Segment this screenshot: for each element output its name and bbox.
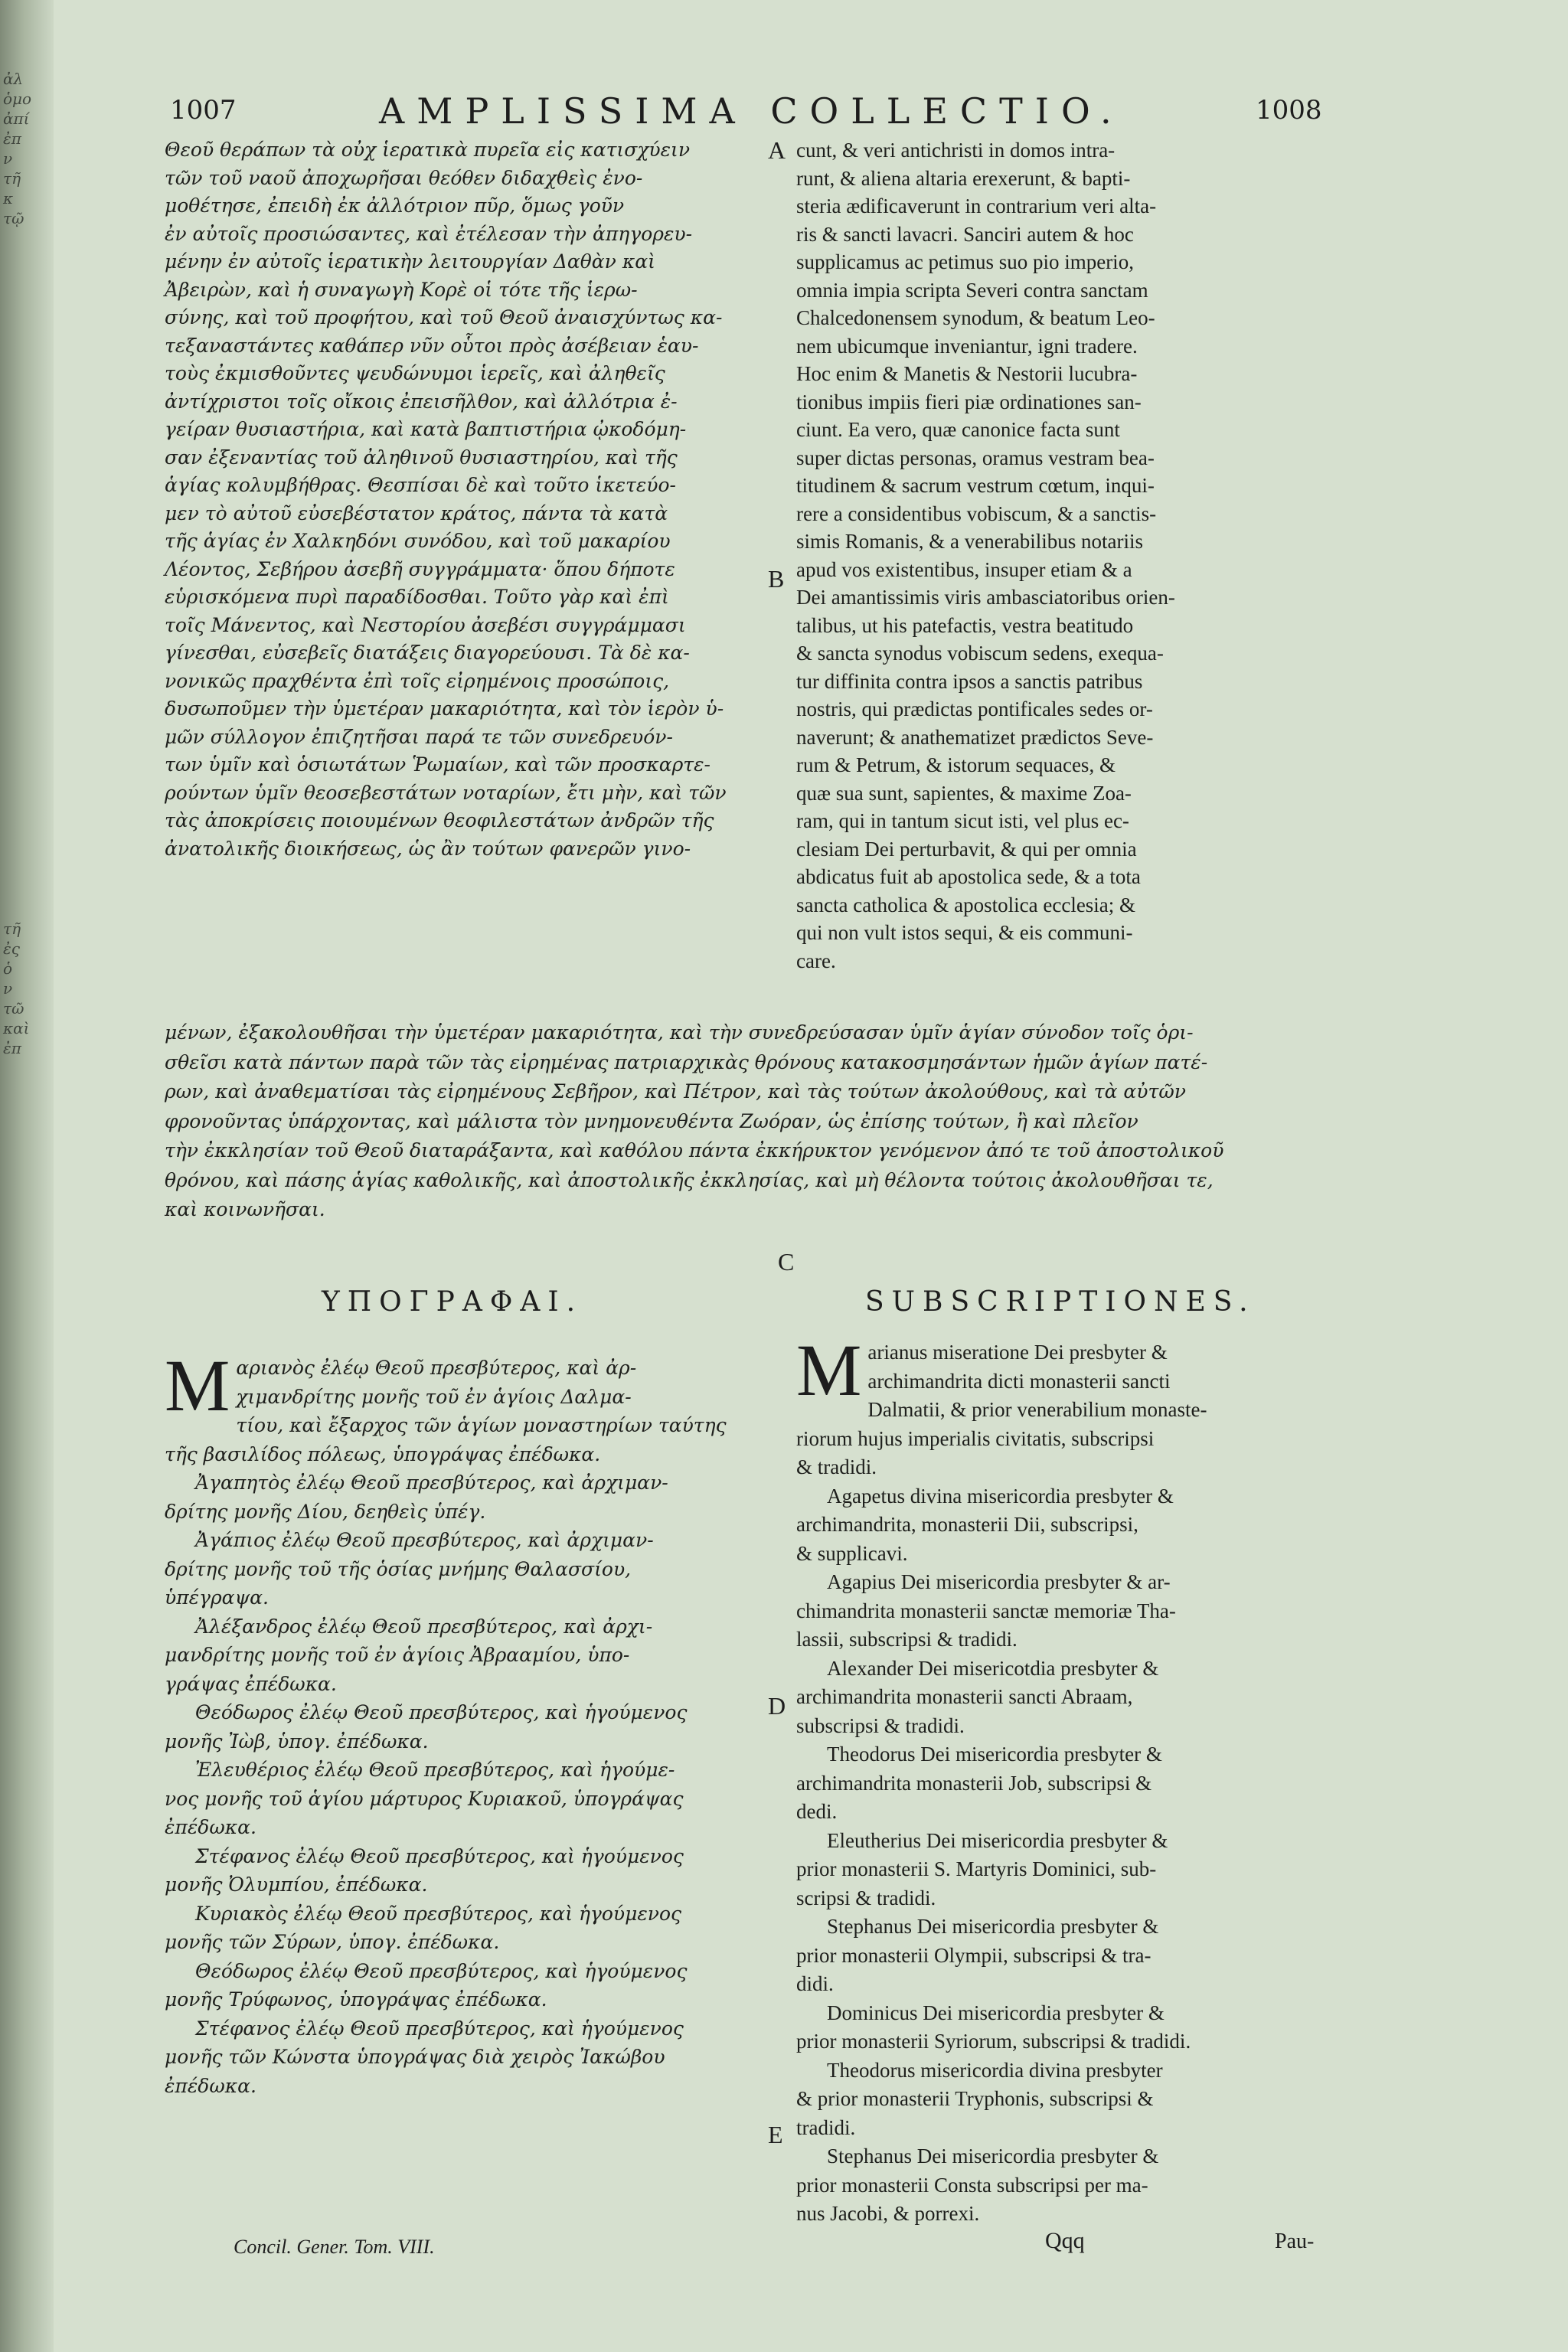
subscription-line: ὑπέγραψα. [165,1586,269,1609]
greek-text-line: Λέοντος, Σεβήρου ἀσεβῆ συγγράμματα· ὅπου δήποτε [165,557,675,580]
margin-letter-c: C [778,1248,795,1276]
subscription-line: & supplicavi. [796,1541,908,1565]
greek-text-line: μένων, ἐξακολουθῆσαι τὴν ὑμετέραν μακαριότητα, καὶ τὴν συνεδρεύσασαν ὑμῖν ἁγίαν σύνοδον τοῖς ὁρι- [165,1021,1194,1044]
subscription-line: μονῆς τῶν Σύρων, ὑπογ. ἐπέδωκα. [165,1931,500,1953]
latin-subscription-entry [796,1740,1340,1827]
latin-subscriptions-list [796,1329,1340,2229]
greek-subscription-entry [165,1900,777,1957]
subscription-line: Θεόδωρος ἐλέῳ Θεοῦ πρεσβύτερος, καὶ ἡγούμενος [195,1701,688,1723]
subscription-line: τῆς βασιλίδος πόλεως, ὑπογράψας ἐπέδωκα. [165,1442,601,1465]
greek-subscription-entry [165,1756,777,1842]
subscription-line: Στέφανος ἐλέῳ Θεοῦ πρεσβύτερος, καὶ ἡγούμενος [195,2017,684,2040]
latin-text-line: talibus, ut his patefactis, vestra beatitudo [796,613,1134,637]
subscription-line: νος μονῆς τοῦ ἁγίου μάρτυρος Κυριακοῦ, ὑπογράψας [165,1787,684,1810]
greek-text-line: σύνης, καὶ τοῦ προφήτου, καὶ τοῦ Θεοῦ ἀναισχύντως κα- [165,306,723,328]
facing-page-fragment: ἀλ ὁμο ἀπί ἐπ ν τῆ κ τῷ [3,70,32,227]
greek-text-line: γίνεσθαι, εὐσεβεῖς διατάξεις διαγορεύουσι. Τὰ δὲ κα- [165,642,690,664]
subscription-line: μονῆς Ἰὼβ, ὑπογ. ἐπέδωκα. [165,1730,429,1753]
subscription-line: Ἀγαπητὸς ἐλέῳ Θεοῦ πρεσβύτερος, καὶ ἀρχιμαν- [195,1472,668,1494]
latin-subscription-entry [796,1482,1340,1569]
subscription-line: didi. [796,1972,834,1995]
latin-text-column [796,136,1317,975]
subscription-line: χιμανδρίτης μονῆς τοῦ ἐν ἁγίοις Δαλμα- [236,1385,632,1408]
subscription-line: arianus miseratione Dei presbyter & [867,1341,1168,1364]
latin-text-line: cunt, & veri antichristi in domos intra- [796,139,1116,162]
latin-text-line: naverunt; & anathematizet prædictos Seve- [796,725,1154,749]
latin-drop-cap: M [796,1329,862,1411]
latin-text-line: care. [796,949,836,972]
greek-subscription-entry [165,1698,777,1756]
latin-text-line: rere a considentibus vobiscum, & a sanctis- [796,501,1157,525]
subscription-line: lassii, subscripsi & tradidi. [796,1628,1018,1651]
greek-subscription-entry [165,2014,777,2101]
latin-subscription-entry [796,2056,1340,2143]
greek-text-line: μένην ἐν αὐτοῖς ἱερατικὴν λειτουργίαν Δαθὰν καὶ [165,250,655,273]
latin-subscription-entry [796,1655,1340,1741]
subscription-line: subscripsi & tradidi. [796,1713,965,1737]
subscription-line: Ἐλευθέριος ἐλέῳ Θεοῦ πρεσβύτερος, καὶ ἡγούμε- [195,1759,675,1781]
greek-text-line: τὰς ἀποκρίσεις ποιουμένων θεοφιλεστάτων ἀνδρῶν τῆς [165,809,714,831]
subscription-line: μονῆς Ὀλυμπίου, ἐπέδωκα. [165,1873,428,1896]
subscription-line: ἐπέδωκα. [165,1816,256,1838]
subscription-line: ἐπέδωκα. [165,2074,256,2097]
running-head: AMPLISSIMA COLLECTIO. [379,90,1124,132]
subscription-line: Στέφανος ἐλέῳ Θεοῦ πρεσβύτερος, καὶ ἡγούμενος [195,1844,684,1867]
subscription-line: μανδρίτης μονῆς τοῦ ἐν ἁγίοις Ἀβρααμίου, ὑπο- [165,1644,630,1666]
greek-text-column [165,136,769,863]
latin-text-line: sancta catholica & apostolica ecclesia; & [796,893,1136,916]
margin-letter-e: E [768,2121,783,2148]
folio-right: 1008 [1256,95,1322,126]
subscription-line: μονῆς Τρύφωνος, ὑπογράψας ἐπέδωκα. [165,1988,547,2011]
subscription-line: Theodorus misericordia divina presbyter [827,2058,1163,2082]
subscription-line: archimandrita monasterii sancti Abraam, [796,1685,1133,1708]
latin-text-line: nostris, qui prædictas pontificales sedes or- [796,697,1153,720]
greek-text-line: καὶ κοινωνῆσαι. [165,1198,325,1220]
subscription-line: prior monasterii Syriorum, subscripsi & tradidi. [796,2030,1191,2053]
greek-text-line: δυσωποῦμεν τὴν ὑμετέραν μακαριότητα, καὶ τὸν ἱερὸν ὑ- [165,697,724,720]
catchword: Pau- [1275,2230,1315,2253]
greek-text-line: των ὑμῖν καὶ ὁσιωτάτων Ῥωμαίων, καὶ τῶν προσκαρτε- [165,753,711,776]
latin-text-line: Dei amantissimis viris ambasciatoribus orien- [796,586,1175,609]
greek-text-line: τοῖς Μάνεντος, καὶ Νεστορίου ἀσεβέσι συγγράμμασι [165,613,686,636]
subscription-line: γράψας ἐπέδωκα. [165,1672,337,1695]
subscription-line: dedi. [796,1800,838,1823]
greek-text-line: σθεῖσι κατὰ πάντων παρὰ τῶν τὰς εἰρημένας πατριαρχικὰς θρόνους κατακοσμησάντων ἡμῶν ἁγίων πατέ- [165,1050,1208,1073]
latin-subscription-entry [796,1827,1340,1913]
greek-subscriptions-list [165,1344,777,2100]
subscription-line: Alexander Dei misericotdia presbyter & [827,1656,1159,1680]
subscription-line: scripsi & tradidi. [796,1886,936,1909]
margin-letter-b: B [768,565,785,593]
greek-text-line: τεξαναστάντες καθάπερ νῦν οὗτοι πρὸς ἀσέβειαν ἑαυ- [165,334,699,357]
subscription-line: Theodorus Dei misericordia presbyter & [827,1743,1162,1766]
greek-text-line: Ἀβειρὼν, καὶ ἡ συναγωγὴ Κορὲ οἱ τότε τῆς ἱερω- [165,278,638,301]
greek-text-line: Θεοῦ θεράπων τὰ οὐχ ἱερατικὰ πυρεῖα εἰς κατισχύειν [165,139,691,161]
subscription-line: δρίτης μονῆς τοῦ τῆς ὁσίας μνήμης Θαλασσίου, [165,1557,632,1580]
latin-text-line: quæ sua sunt, sapientes, & maxime Zoa- [796,781,1132,805]
latin-text-line: Chalcedonensem synodum, & beatum Leo- [796,306,1155,329]
subscription-line: Θεόδωρος ἐλέῳ Θεοῦ πρεσβύτερος, καὶ ἡγούμενος [195,1959,688,1982]
latin-text-line: runt, & aliena altaria erexerunt, & bapti- [796,166,1131,190]
latin-subscription-entry [796,2142,1340,2229]
subscription-line: Ἀλέξανδρος ἐλέῳ Θεοῦ πρεσβύτερος, καὶ ἀρχι- [195,1615,653,1638]
greek-text-line: μοθέτησε, ἐπειδὴ ἐκ ἀλλότριον πῦρ, ὅμως γοῦν [165,194,625,217]
subscription-line: archimandrita, monasterii Dii, subscripsi, [796,1513,1138,1536]
footer-volume-reference: Concil. Gener. Tom. VIII. [234,2236,435,2258]
latin-subscription-entry [796,1999,1340,2056]
subscription-line: & tradidi. [796,1455,877,1478]
subscription-line: archimandrita monasterii Job, subscripsi & [796,1771,1152,1795]
greek-text-line: γείραν θυσιαστήρια, καὶ κατὰ βαπτιστήρια ᾠκοδόμη- [165,418,687,440]
margin-letter-a: A [768,136,786,164]
greek-text-line: τὴν ἐκκλησίαν τοῦ Θεοῦ διαταράξαντα, καὶ καθόλου πάντα ἐκκήρυκτον γενόμενον ἀπό τε τοῦ ἀποστολικοῦ [165,1139,1224,1161]
subscription-line: Agapius Dei misericordia presbyter & ar- [827,1570,1171,1593]
facing-page-fragment: τῆ ἐς ὁ ν τῶ καὶ ἐπ [3,920,30,1057]
latin-text-line: nem ubicumque inveniantur, igni tradere. [796,334,1138,358]
greek-text-line: ἁγίας κολυμβήθρας. Θεσπίσαι δὲ καὶ τοῦτο ἱκετεύο- [165,474,676,496]
greek-subscription-entry [165,1344,777,1468]
latin-text-line: ram, qui in tantum sicut isti, vel plus ec- [796,809,1129,832]
subscription-line: δρίτης μονῆς Δίου, δεηθεὶς ὑπέγ. [165,1500,486,1523]
subscription-line: Κυριακὸς ἐλέῳ Θεοῦ πρεσβύτερος, καὶ ἡγούμενος [195,1902,682,1925]
greek-text-line: τῶν τοῦ ναοῦ ἀποχωρῆσαι θεόθεν διδαχθεὶς ἐνο- [165,166,643,189]
subscription-line: tradidi. [796,2115,856,2139]
latin-text-line: qui non vult istos sequi, & eis communi- [796,921,1133,944]
latin-subscription-entry [796,1913,1340,1999]
subscription-line: τίου, καὶ ἔξαρχος τῶν ἁγίων μοναστηρίων ταύτης [236,1414,727,1436]
subscription-line: prior monasterii S. Martyris Dominici, sub- [796,1857,1157,1880]
subscription-line: Dominicus Dei misericordia presbyter & [827,2001,1165,2024]
greek-text-line: σαν ἐξεναντίας τοῦ ἀληθινοῦ θυσιαστηρίου, καὶ τῆς [165,446,678,469]
subscription-line: Dalmatii, & prior venerabilium monaste- [867,1398,1207,1421]
subscription-line: Ἀγάπιος ἐλέῳ Θεοῦ πρεσβύτερος, καὶ ἀρχιμαν- [195,1529,654,1551]
latin-text-line: & sancta synodus vobiscum sedens, exequa- [796,642,1164,665]
margin-letter-d: D [768,1692,786,1720]
latin-text-line: clesiam Dei perturbavit, & qui per omnia [796,837,1137,861]
subscription-line: & prior monasterii Tryphonis, subscripsi & [796,2087,1154,2110]
greek-text-line: τοὺς ἐκμισθοῦντες ψευδώνυμοι ἱερεῖς, καὶ ἀληθεῖς [165,362,665,384]
latin-text-line: ciunt. Ea vero, quæ canonice facta sunt [796,418,1120,441]
greek-text-line: μεν τὸ αὐτοῦ εὐσεβέστατον κράτος, πάντα τὰ κατὰ [165,501,668,524]
subscription-line: riorum hujus imperialis civitatis, subscripsi [796,1426,1155,1450]
greek-subscription-entry [165,1526,777,1612]
subscription-line: nus Jacobi, & porrexi. [796,2202,980,2225]
latin-subscriptions-heading: SUBSCRIPTIONES. [865,1286,1256,1318]
greek-subscriptions-heading: ΥΠΟΓΡΑΦΑΙ. [322,1286,583,1318]
greek-subscription-entry [165,1612,777,1699]
latin-text-line: apud vos existentibus, insuper etiam & a [796,557,1132,581]
latin-text-line: supplicamus ac petimus suo pio imperio, [796,250,1134,273]
subscription-line: μονῆς τῶν Κώνστα ὑπογράψας διὰ χειρὸς Ἰακώβου [165,2046,665,2068]
greek-text-line: ἐν αὐτοῖς προσιώσαντες, καὶ ἐτέλεσαν τὴν ἀπηγορευ- [165,222,693,245]
subscription-line: Stephanus Dei misericordia presbyter & [827,2145,1159,2167]
latin-text-line: titudinem & sacrum vestrum cœtum, inqui- [796,474,1155,497]
greek-drop-cap: Μ [165,1344,230,1426]
greek-text-line: ρούντων ὑμῖν θεοσεβεστάτων νοταρίων, ἔτι μὴν, καὶ τῶν [165,781,727,804]
subscription-line: Eleutherius Dei misericordia presbyter & [827,1828,1168,1852]
latin-text-line: simis Romanis, & a venerabilibus notariis [796,530,1143,553]
greek-full-width-text [165,1018,1336,1225]
subscription-line: chimandrita monasterii sanctæ memoriæ Tha- [796,1599,1176,1622]
latin-text-line: tionibus impiis fieri piæ ordinationes san- [796,390,1142,413]
latin-text-line: rum & Petrum, & istorum sequaces, & [796,753,1116,776]
subscription-line: Agapetus divina misericordia presbyter & [827,1484,1174,1508]
greek-text-line: φρονοῦντας ὑπάρχοντας, καὶ μάλιστα τὸν μνημονευθέντα Ζωόραν, ὡς ἐπίσης τούτων, ἢ καὶ πλεῖον [165,1109,1138,1132]
greek-subscription-entry [165,1468,777,1526]
subscription-line: Stephanus Dei misericordia presbyter & [827,1915,1159,1938]
gutter-shadow [0,0,54,2352]
greek-text-line: θρόνου, καὶ πάσης ἁγίας καθολικῆς, καὶ ἀποστολικῆς ἐκκλησίας, καὶ μὴ θέλοντα τούτοις ἀκολουθῆσαι τε, [165,1168,1214,1191]
subscription-line: prior monasterii Olympii, subscripsi & tra- [796,1943,1152,1967]
greek-text-line: ἀνατολικῆς διοικήσεως, ὡς ἂν τούτων φανερῶν γινο- [165,837,691,860]
greek-text-line: ἀντίχριστοι τοῖς οἴκοις ἐπεισῆλθον, καὶ ἀλλότρια ἐ- [165,390,678,413]
latin-text-line: omnia impia scripta Severi contra sanctam [796,278,1148,302]
latin-text-line: ris & sancti lavacri. Sanciri autem & hoc [796,222,1134,246]
greek-subscription-entry [165,1842,777,1900]
subscription-line: αριανὸς ἐλέῳ Θεοῦ πρεσβύτερος, καὶ ἀρ- [236,1357,637,1379]
greek-text-line: εὑρισκόμενα πυρὶ παραδίδοσθαι. Τοῦτο γὰρ καὶ ἐπὶ [165,586,669,608]
folio-left: 1007 [170,95,237,126]
greek-subscription-entry [165,1957,777,2014]
latin-text-line: abdicatus fuit ab apostolica sede, & a tota [796,865,1141,888]
latin-text-line: tur diffinita contra ipsos a sanctis patribus [796,669,1143,693]
latin-subscription-entry [796,1568,1340,1655]
subscription-line: archimandrita dicti monasterii sancti [867,1369,1171,1393]
latin-text-line: steria ædificaverunt in contrarium veri alta- [796,194,1157,217]
latin-text-line: Hoc enim & Manetis & Nestorii lucubra- [796,362,1138,385]
greek-text-line: μῶν σύλλογον ἐπιζητῆσαι παρά τε τῶν συνεδρευόν- [165,725,673,748]
signature-mark: Qqq [1045,2228,1085,2253]
latin-text-line: super dictas personas, oramus vestram bea- [796,446,1155,469]
greek-text-line: τῆς ἁγίας ἐν Χαλκηδόνι συνόδου, καὶ τοῦ μακαρίου [165,530,671,552]
latin-subscription-entry [796,1329,1340,1482]
greek-text-line: ρων, καὶ ἀναθεματίσαι τὰς εἰρημένους Σεβῆρον, καὶ Πέτρον, καὶ τὰς τούτων ἀκολούθους, καὶ τὰ αὐτῶν [165,1080,1186,1102]
subscription-line: prior monasterii Consta subscripsi per ma- [796,2173,1148,2197]
greek-text-line: νονικῶς πραχθέντα ἐπὶ τοῖς εἰρημένοις προσώποις, [165,669,670,692]
